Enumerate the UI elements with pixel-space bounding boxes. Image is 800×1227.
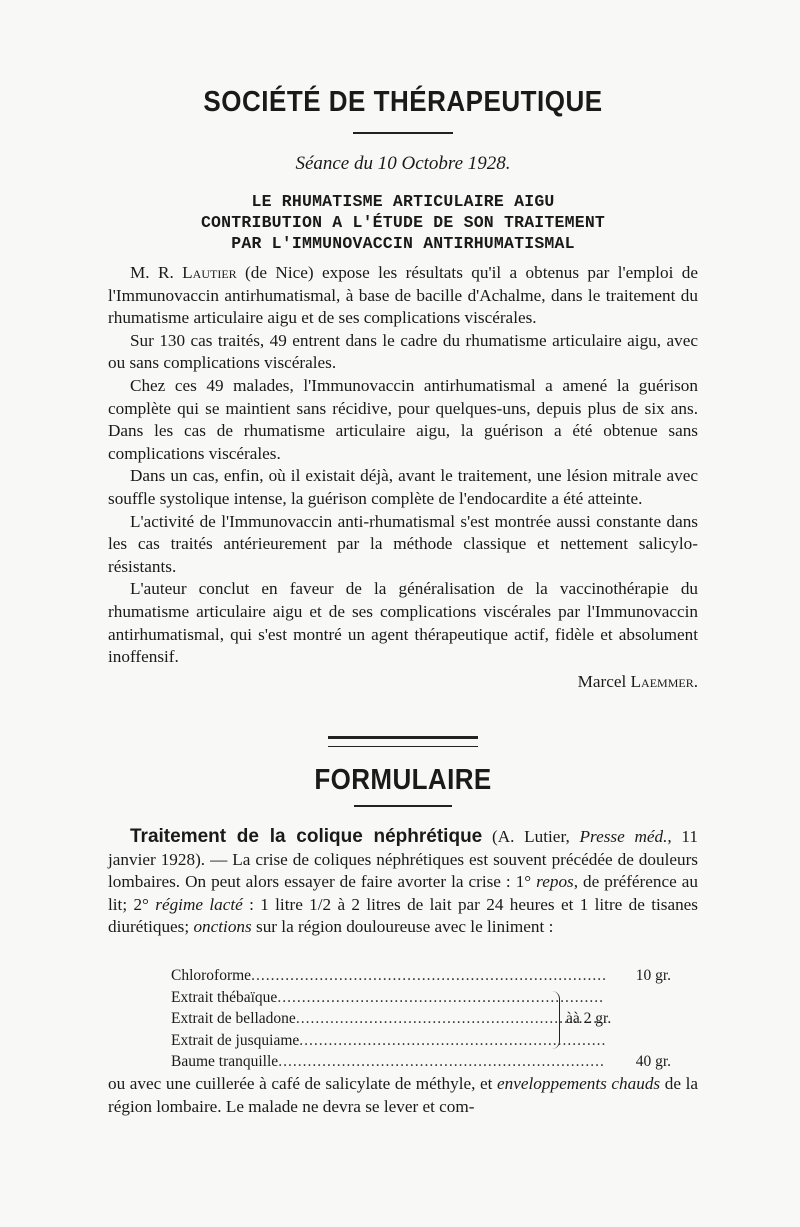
author-initial: M. R. <box>130 263 183 282</box>
tail-text-2: de la région lombaire. Le malade ne devra se lever et com- <box>108 1074 698 1116</box>
repos-term: repos <box>536 872 574 892</box>
recipe-row <box>171 987 671 1009</box>
grouping-brace <box>551 991 560 1049</box>
recipe-ingredient: Baume tranquille <box>171 1053 279 1070</box>
formulaire-body <box>108 826 698 939</box>
article-subhead-2: CONTRIBUTION A L'ÉTUDE DE SON TRAITEMENT <box>200 213 606 232</box>
signature-last-name: Laemmer. <box>630 671 698 691</box>
section-title: FORMULAIRE <box>314 762 492 796</box>
ref-open: (A. Lutier, <box>482 827 580 846</box>
ref-close: , 11 janvier 1928). — <box>108 827 698 869</box>
title-rule <box>353 132 453 134</box>
article-paragraph-6: L'auteur conclut en faveur de la généralisation de la vaccinothérapie du rhumatisme articulaire aigu et de ses complications viscérales par l'Immunovaccin antirhumatismal, qui s'est montré un agent thérapeutique actif, fidèle et absolument inoffensif. <box>108 579 698 667</box>
onctions-term: onctions <box>193 917 252 937</box>
article-paragraph-3: Chez ces 49 malades, l'Immunovaccin antirhumatismal a amené la guérison complète qui se maintient sans récidive, pour quelques-uns, depuis plus de six ans. Dans les cas de rhumatisme articulaire aigu, la guérison a été obtenue sans complications viscérales. <box>108 375 698 463</box>
leader-dots <box>251 965 605 987</box>
recipe-ingredient: Extrait de belladone <box>171 1010 296 1027</box>
tail-text-1: ou avec une cuillerée à café de salicylate de méthyle, et <box>108 1074 498 1093</box>
recipe-ingredient: Chloroforme <box>171 967 252 984</box>
seance-date: Séance du 10 Octobre 1928. <box>295 153 511 174</box>
article-subhead-1: LE RHUMATISME ARTICULAIRE AIGU <box>251 192 555 211</box>
formulaire-heading: Traitement de la colique néphrétique <box>130 826 483 847</box>
recipe-ingredient: Extrait de jusquiame <box>171 1031 300 1049</box>
recipe-row <box>171 1051 671 1073</box>
page-title: SOCIÉTÉ DE THÉRAPEUTIQUE <box>203 84 603 118</box>
recipe-row <box>171 965 671 987</box>
section-divider <box>328 736 478 747</box>
formulaire-text-3: : 1 litre 1/2 à 2 litres de lait par 24 heures et 1 litre de tisanes diurétiques; <box>108 894 698 937</box>
tail-emphasis: enveloppements chauds <box>497 1074 661 1093</box>
formulaire-text-2: , de préférence au lit; 2° <box>108 872 698 914</box>
regime-term: régime lacté <box>155 894 243 914</box>
recipe-table <box>171 965 671 1073</box>
section-title-rule <box>354 805 452 807</box>
recipe-quantity: 40 gr. <box>635 1053 671 1070</box>
formulaire-continuation <box>108 1073 698 1118</box>
author-name: Lautier <box>182 263 237 282</box>
signature <box>108 671 698 694</box>
article-paragraph-1 <box>108 262 698 330</box>
article-body <box>108 262 698 693</box>
paragraph-text: (de Nice) expose les résultats qu'il a obtenus par l'emploi de l'Immunovaccin antirhumatismal, à base de bacille d'Achalme, dans le traitement du rhumatisme articulaire aigu et de ses complications viscérales. <box>108 263 699 328</box>
formulaire-paragraph <box>108 826 698 939</box>
article-paragraph-4: Dans un cas, enfin, où il existait déjà, avant le traitement, une lésion mitrale avec souffle systolique intense, la guérison complète de l'endocardite a été atteinte. <box>108 466 698 508</box>
article-paragraph-2: Sur 130 cas traités, 49 entrent dans le cadre du rhumatisme articulaire aigu, avec ou sans complications viscérales. <box>108 330 698 373</box>
leader-dots <box>278 1051 605 1073</box>
recipe-quantity: 10 gr. <box>635 967 671 984</box>
ref-journal: Presse méd. <box>579 827 668 846</box>
grouped-quantity: àà 2 gr. <box>566 1010 612 1027</box>
recipe-row <box>171 1030 671 1052</box>
signature-first-name: Marcel <box>577 671 631 691</box>
formulaire-text-1: La crise de coliques néphrétiques est souvent précédée de douleurs lombaires. On peut alors essayer de faire avorter la crise : 1° <box>108 849 698 892</box>
article-paragraph-5: L'activité de l'Immunovaccin anti-rhumatismal s'est montrée aussi constante dans les cas traités antérieurement par la méthode classique et nettement salicylo-résistants. <box>108 511 698 576</box>
article-subhead-3: PAR L'IMMUNOVACCIN ANTIRHUMATISMAL <box>231 234 575 253</box>
formulaire-text-4: sur la région douloureuse avec le liniment : <box>251 917 554 937</box>
recipe-ingredient: Extrait thébaïque <box>171 988 278 1006</box>
